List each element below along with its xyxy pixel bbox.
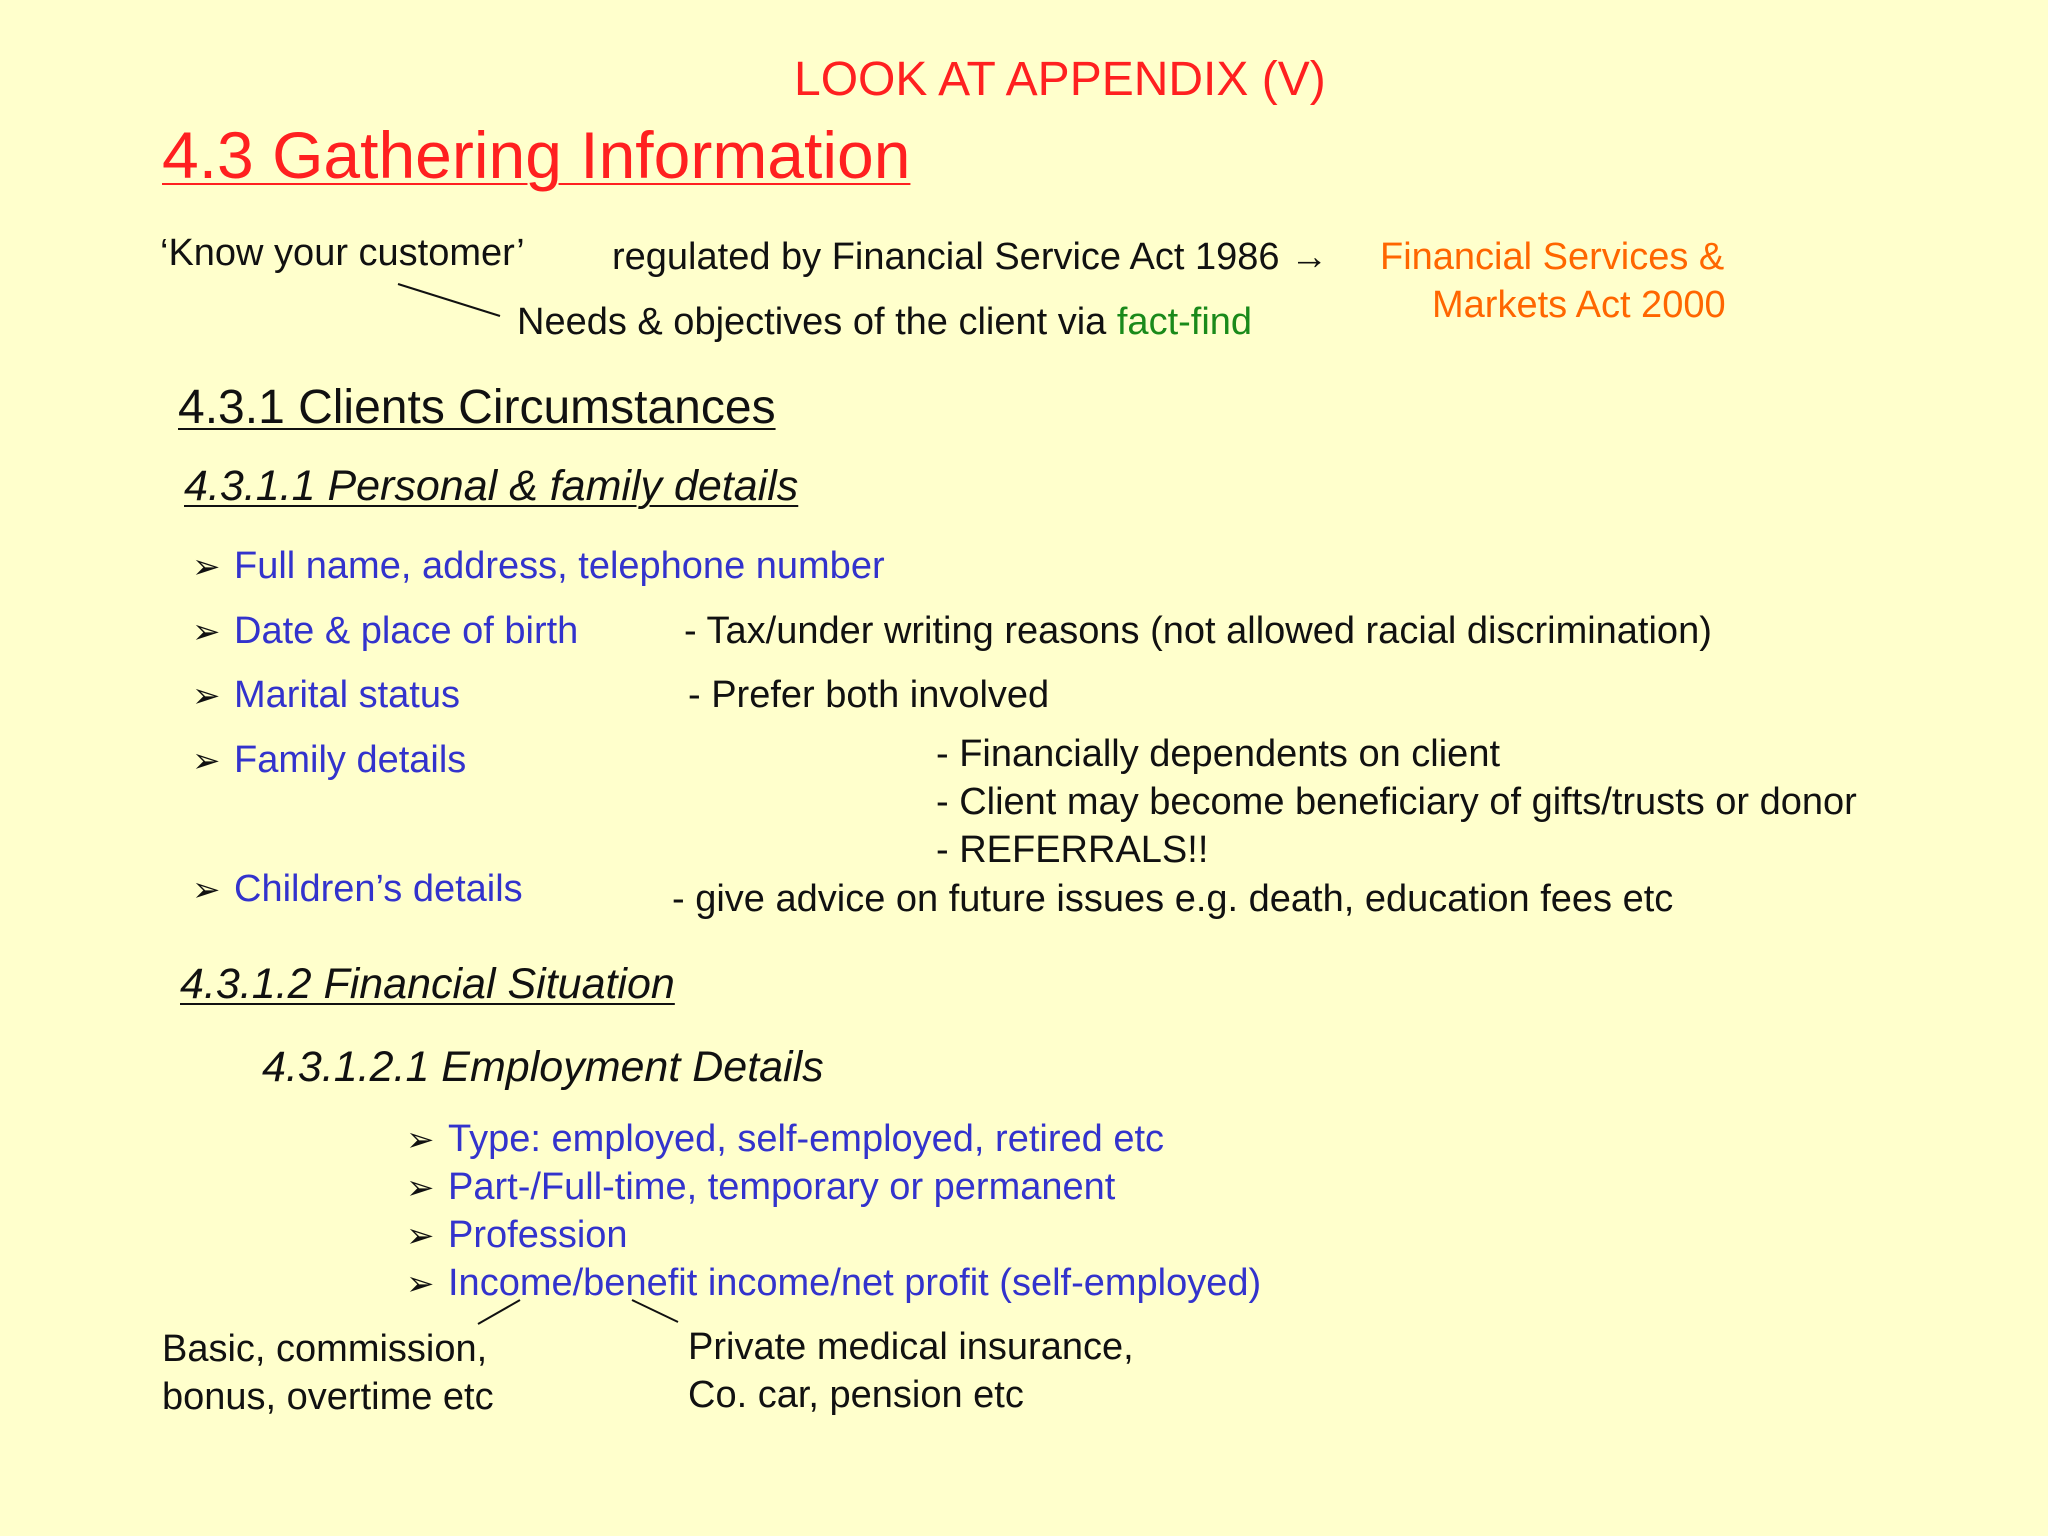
family-note-3: - REFERRALS!! — [936, 829, 1209, 871]
employment-item-profession: ➢ Profession — [406, 1214, 628, 1256]
bullet-arrow-icon: ➢ — [406, 1217, 435, 1255]
bullet-arrow-icon: ➢ — [406, 1121, 435, 1159]
needs-label: Needs & objectives of the client via — [517, 301, 1117, 343]
income-left-line-2: bonus, overtime etc — [162, 1376, 494, 1418]
bullet-arrow-icon: ➢ — [406, 1265, 435, 1303]
list-item-birth: ➢ Date & place of birth — [192, 610, 579, 652]
kyc-connector-line — [398, 284, 500, 316]
bullet-arrow-icon: ➢ — [192, 548, 221, 586]
bullet-arrow-icon: ➢ — [192, 613, 221, 651]
section-4311-heading: 4.3.1.1 Personal & family details — [184, 462, 799, 510]
list-item-family: ➢ Family details — [192, 739, 467, 781]
kyc-label: ‘Know your customer’ — [160, 232, 525, 274]
fsma-line-2: Markets Act 2000 — [1432, 284, 1726, 326]
employment-item-time: ➢ Part-/Full-time, temporary or permanent — [406, 1166, 1116, 1208]
marital-note: - Prefer both involved — [688, 674, 1050, 716]
page-title: 4.3 Gathering Information — [162, 118, 911, 192]
list-item-marital: ➢ Marital status — [192, 674, 460, 716]
income-right-line-2: Co. car, pension etc — [688, 1374, 1024, 1416]
regulated-text: regulated by Financial Service Act 1986 → — [612, 236, 1329, 278]
bullet-arrow-icon: ➢ — [192, 742, 221, 780]
children-note: - give advice on future issues e.g. death, education fees etc — [672, 878, 1674, 920]
section-43121-heading: 4.3.1.2.1 Employment Details — [262, 1043, 824, 1091]
list-item-full-name: ➢ Full name, address, telephone number — [192, 545, 885, 587]
birth-note: - Tax/under writing reasons (not allowed racial discrimination) — [684, 610, 1712, 652]
list-item-children: ➢ Children’s details — [192, 868, 523, 910]
section-431-heading: 4.3.1 Clients Circumstances — [178, 381, 776, 434]
fsma-line-1: Financial Services & — [1380, 236, 1725, 278]
family-note-1: - Financially dependents on client — [936, 733, 1501, 775]
family-note-2: - Client may become beneficiary of gifts/trusts or donor — [936, 781, 1857, 823]
income-left-line-1: Basic, commission, — [162, 1328, 488, 1370]
income-right-line-1: Private medical insurance, — [688, 1326, 1134, 1368]
bullet-arrow-icon: ➢ — [406, 1169, 435, 1207]
bullet-arrow-icon: ➢ — [192, 677, 221, 715]
appendix-note: LOOK AT APPENDIX (V) — [794, 53, 1326, 106]
needs-objectives-text — [517, 301, 1252, 345]
section-4312-heading: 4.3.1.2 Financial Situation — [180, 960, 675, 1008]
fact-find-label: fact-find — [1116, 301, 1253, 343]
employment-item-income: ➢ Income/benefit income/net profit (self-employed) — [406, 1262, 1262, 1304]
bullet-arrow-icon: ➢ — [192, 871, 221, 909]
employment-item-type: ➢ Type: employed, self-employed, retired etc — [406, 1118, 1165, 1160]
